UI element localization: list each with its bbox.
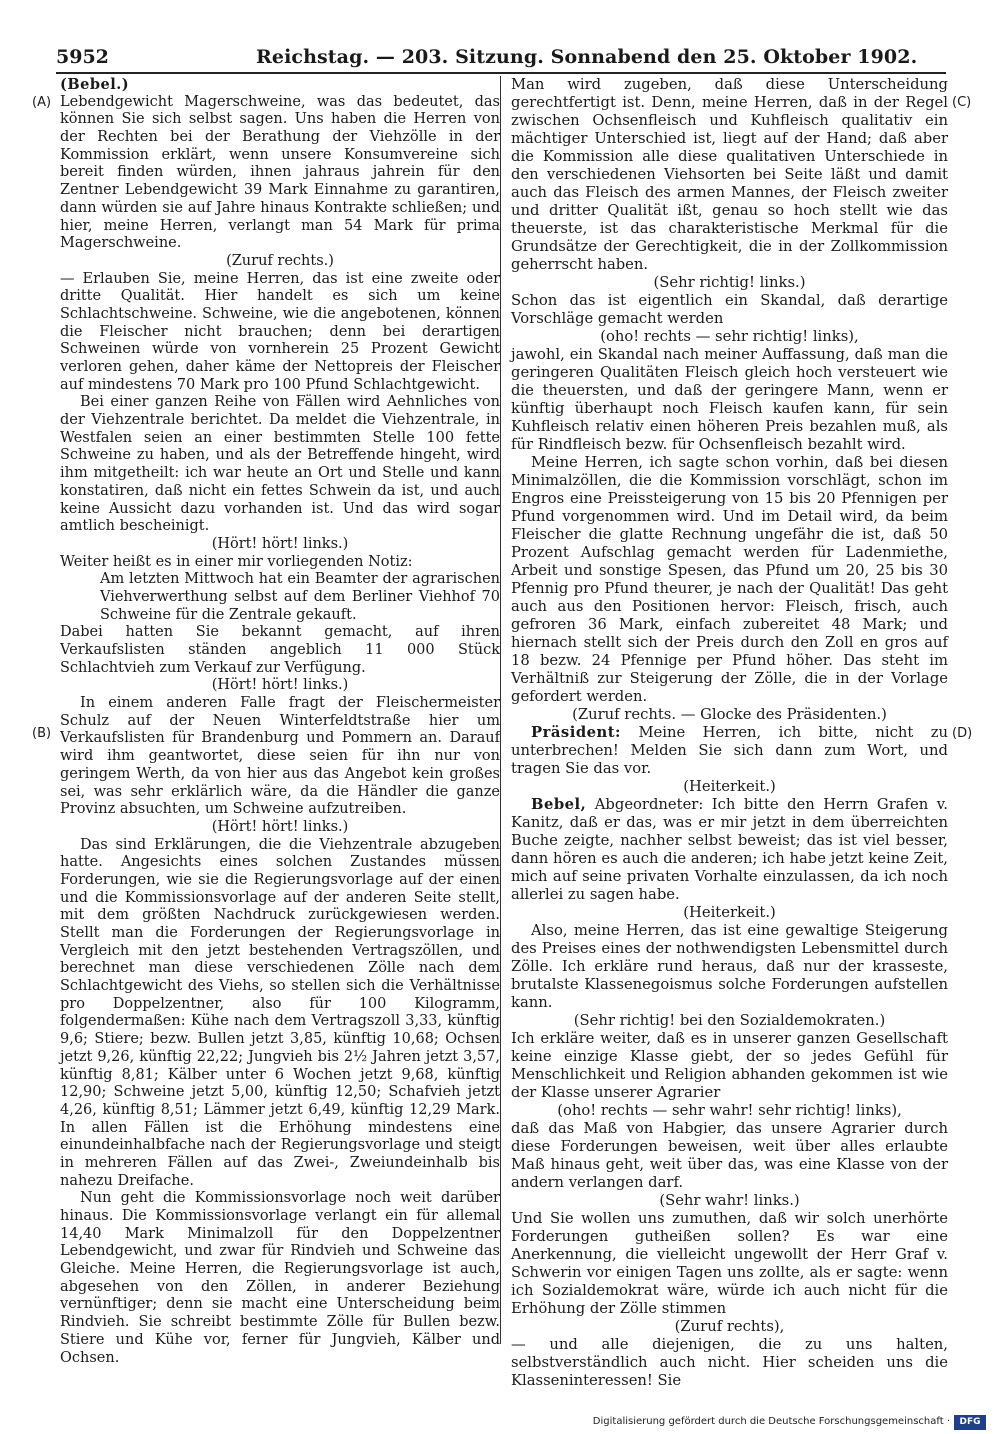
credit-text: Digitalisierung gefördert durch die Deutsche Forschungsgemeinschaft ·	[592, 1416, 950, 1427]
paragraph: Das sind Erklärungen, die die Viehzentrale abzugeben hatte. Angesichts eines solchen Zustandes müssen Forderungen, wie sie die Regierungsvorlage auf der einen und die Kommissionsvorlage auf der anderen Seite stellt, mit dem größten Nachdruck zurückgewiesen werden. Stellt man die Forderungen der Regierungsvorlage in Vergleich mit den jetzt bestehenden Vertragszöllen, und berechnet man diese verschiedenen Zölle nach dem Schlachtgewicht des Viehs, so stellen sich die Verhältnisse pro Doppelzentner, also für 100 Kilogramm, folgendermaßen: Kühe nach dem Vertragszoll 3,33, künftig 9,6; Stiere; bezw. Bullen jetzt 3,85, künftig 10,68; Ochsen jetzt 9,26, künftig 22,22; Jungvieh bis 2½ Jahren jetzt 3,57, künftig 8,81; Kälber unter 6 Wochen jetzt 9,68, künftig 12,90; Schweine jetzt 5,00, künftig 12,50; Schafvieh jetzt 4,26, künftig 8,51; Lämmer jetzt 6,49, künftig 12,29 Mark. In allen Fällen ist die Erhöhung mindestens eine einundeinhalbfache nach der Regierungsvorlage und steigt in mehreren Fällen auf das Zwei-, Zweiundeinhalb bis nahezu Dreifache.	[60, 836, 500, 1189]
interjection: (Sehr wahr! links.)	[659, 1192, 800, 1209]
paragraph: Und Sie wollen uns zumuthen, daß wir solch unerhörte Forderungen gutheißen sollen? Es war eine Anerkennung, die vielleicht ungewollt der Herr Graf v. Schwerin vor einigen Tagen uns zollte, als er sagte: wenn ich Sozialdemokrat wäre, würde ich auch nicht für die Erhöhung der Zölle stimmen	[511, 1210, 948, 1317]
interjection: (Zuruf rechts),	[674, 1318, 785, 1335]
interjection: (Zuruf rechts. — Glocke des Präsidenten.)	[572, 706, 887, 723]
page-number: 5952	[56, 46, 109, 68]
speaker-bebel: Bebel,	[531, 796, 587, 813]
interjection: (Hört! hört! links.)	[211, 818, 349, 835]
paragraph: — Erlauben Sie, meine Herren, das ist eine zweite oder dritte Qualität. Hier handelt es sich um keine Schlachtschweine. Schweine, wie die angebotenen, können die Fleischer nicht brauchen; denn bei derartigen Schweinen würde von vornherein 25 Prozent Gewicht verloren gehen, daher käme der Nettopreis der Fleischer auf mindestens 70 Mark pro 100 Pfund Schlachtgewicht.	[60, 270, 500, 393]
interjection: (Sehr richtig! links.)	[653, 274, 806, 291]
running-title: Reichstag. — 203. Sitzung. Sonnabend den 25. Oktober 1902.	[256, 46, 918, 68]
paragraph: Dabei hatten Sie bekannt gemacht, auf ihren Verkaufslisten ständen angeblich 11 000 Stück Schlachtvieh zum Verkauf zur Verfügung.	[60, 624, 500, 676]
paragraph: daß das Maß von Habgier, das unsere Agrarier durch diese Forderungen beweisen, weit über alles erlaubte Maß hinaus geht, weit über das, was eine Klasse von der andern verlangen darf.	[511, 1120, 948, 1191]
header-rule	[56, 72, 946, 74]
right-column	[511, 76, 948, 1390]
margin-mark-c: (C)	[952, 95, 972, 110]
margin-mark-a: (A)	[32, 95, 52, 110]
speaker-label: (Bebel.)	[60, 76, 130, 93]
margin-mark-d: (D)	[952, 726, 973, 741]
paragraph: In einem anderen Falle fragt der Fleischermeister Schulz auf der Neuen Winterfeldtstraße hier um Verkaufslisten für Brandenburg und Pommern an. Darauf wird ihm geantwortet, diese seien für ihn nur von geringem Werth, da von hier aus das Angebot kein großes sei, was sehr erklärlich wäre, da die Händler die ganze Provinz absuchten, um Schweine aufzutreiben.	[60, 695, 500, 818]
paragraph: jawohl, ein Skandal nach meiner Auffassung, daß man die geringeren Qualitäten Fleisch gleich hoch versteuert wie die theuersten, und daß der geringere Mann, wenn er künftig überhaupt noch Fleisch kaufen kann, für sein Kuhfleisch relativ einen höheren Preis bezahlen muß, als für Rindfleisch bezw. für Ochsenfleisch bezahlt wird.	[511, 346, 948, 453]
dfg-logo: DFG	[954, 1415, 986, 1430]
interjection: (Sehr richtig! bei den Sozialdemokraten.)	[573, 1012, 886, 1029]
president-remark	[511, 724, 948, 778]
paragraph: Schon das ist eigentlich ein Skandal, daß derartige Vorschläge gemacht werden	[511, 292, 948, 327]
paragraph: — und alle diejenigen, die zu uns halten, selbstverständlich auch nicht. Hier scheiden uns die Klasseninteressen! Sie	[511, 1336, 948, 1389]
interjection: (Heiterkeit.)	[683, 778, 776, 795]
interjection: (Zuruf rechts.)	[226, 252, 334, 269]
interjection: (oho! rechts — sehr richtig! links),	[600, 328, 859, 345]
speaker-president: Präsident:	[531, 724, 622, 741]
interjection: (Hört! hört! links.)	[211, 535, 349, 552]
column-divider	[500, 76, 501, 1344]
quotation: Am letzten Mittwoch hat ein Beamter der agrarischen Viehverwerthung selbst auf dem Berliner Viehhof 70 Schweine für die Zentrale gekauft.	[100, 571, 500, 623]
paragraph: Also, meine Herren, das ist eine gewaltige Steigerung des Preises eines der nothwendigsten Lebensmittel durch Zölle. Ich erkläre rund heraus, daß nur der krasseste, brutalste Klassenegoismus solche Forderungen aufstellen kann.	[511, 922, 948, 1011]
digitization-credit	[592, 1415, 986, 1431]
paragraph: Weiter heißt es in einer mir vorliegenden Notiz:	[60, 553, 413, 570]
interjection: (Heiterkeit.)	[683, 904, 776, 921]
interjection: (Hört! hört! links.)	[211, 677, 349, 694]
paragraph: Meine Herren, ich sagte schon vorhin, daß bei diesen Minimalzöllen, die die Kommission vorschlägt, schon im Engros eine Preissteigerung von 15 bis 20 Pfennigen per Pfund vorgenommen wird. Und im Detail wird, da beim Fleischer die glatte Rechnung ungefähr die ist, daß 50 Prozent Aufschlag gemacht werden für Ladenmiethe, Arbeit und sonstige Spesen, das Pfund um 20, 25 bis 30 Pfennig pro Pfund theurer, je nach der Qualität! Das geht auch aus den Positionen hervor: Fleisch, frisch, auch gefroren 36 Mark, einfach zubereitet 48 Mark; und hiernach stellt sich der Preis durch den Zoll en gros auf 18 bezw. 24 Pfennige per Pfund höher. Das steht im Verhältniß zur Steigerung der Zölle, die in der Vorlage gefordert werden.	[511, 454, 948, 705]
interjection: (oho! rechts — sehr wahr! sehr richtig! links),	[557, 1102, 902, 1119]
margin-mark-b: (B)	[32, 726, 52, 741]
paragraph: Bei einer ganzen Reihe von Fällen wird Aehnliches von der Viehzentrale berichtet. Da meldet die Viehzentrale, in Westfalen seien an einer bestimmten Stelle 100 fette Schweine zu haben, und als der Betreffende hingeht, wird ihm mitgetheilt: ich war heute an Ort und Stelle und kann konstatiren, daß nicht ein fettes Schwein da ist, und auch keine Aussicht dazu vorhanden ist. Und das wird sogar amtlich bescheinigt.	[60, 394, 500, 535]
paragraph: Man wird zugeben, daß diese Unterscheidung gerechtfertigt ist. Denn, meine Herren, daß in der Regel zwischen Ochsenfleisch und Kuhfleisch qualitativ ein mächtiger Unterschied ist, liegt auf der Hand; daß aber die Kommission alle diese qualitativen Unterschiede in den verschiedenen Viehsorten bei Seite läßt und damit auch das Fleisch des armen Mannes, der Fleisch zweiter und dritter Qualität ißt, genau so hoch stellt wie das theuerste, ist das charakteristische Merkmal für die Grundsätze der Gerechtigkeit, die in der Zollkommission geherrscht haben.	[511, 76, 948, 273]
president-text: Meine Herren, ich bitte, nicht zu unterbrechen! Melden Sie sich dann zum Wort, und tragen Sie das vor.	[511, 724, 948, 777]
paragraph: Nun geht die Kommissionsvorlage noch weit darüber hinaus. Die Kommissionsvorlage verlangt ein für allemal 14,40 Mark Minimalzoll für den Doppelzentner Lebendgewicht, und zwar für Rindvieh und Schweine das Gleiche. Meine Herren, die Regierungsvorlage ist auch, abgesehen von den Zöllen, in anderer Beziehung vernünftiger; denn sie macht eine Unterscheidung beim Rindvieh. Sie schreibt bestimmte Zölle für Bullen bezw. Stiere und Kühe vor, ferner für Jungvieh, Kälber und Ochsen.	[60, 1190, 500, 1366]
left-column	[60, 76, 500, 1367]
paragraph: Ich erkläre weiter, daß es in unserer ganzen Gesellschaft keine einzige Klasse giebt, der so jedes Gefühl für Menschlichkeit und Religion abhanden gekommen ist wie der Klasse unserer Agrarier	[511, 1030, 948, 1101]
bebel-remark	[511, 796, 948, 904]
paragraph: Lebendgewicht Magerschweine, was das bedeutet, das können Sie sich selbst sagen. Uns haben die Herren von der Rechten bei der Berathung der Viehzölle in der Kommission erklärt, wenn unsere Konsumvereine sich bereit finden würden, ihnen jahraus jahrein für den Zentner Lebendgewicht 39 Mark Einnahme zu garantiren, dann würden sie auf Jahre hinaus Kontrakte schließen; und hier, meine Herren, verlangt man 54 Mark für prima Magerschweine.	[60, 93, 500, 252]
page-header	[56, 42, 944, 72]
bebel-text: Abgeordneter: Ich bitte den Herrn Grafen v. Kanitz, daß er das, was er mir jetzt in dem überreichten Buche zeigte, nachher selbst beweist; das ist viel besser, dann hören es auch die anderen; ich habe jetzt keine Zeit, mich auf seine privaten Vorhalte einzulassen, da ich noch allerlei zu sagen habe.	[511, 796, 948, 903]
